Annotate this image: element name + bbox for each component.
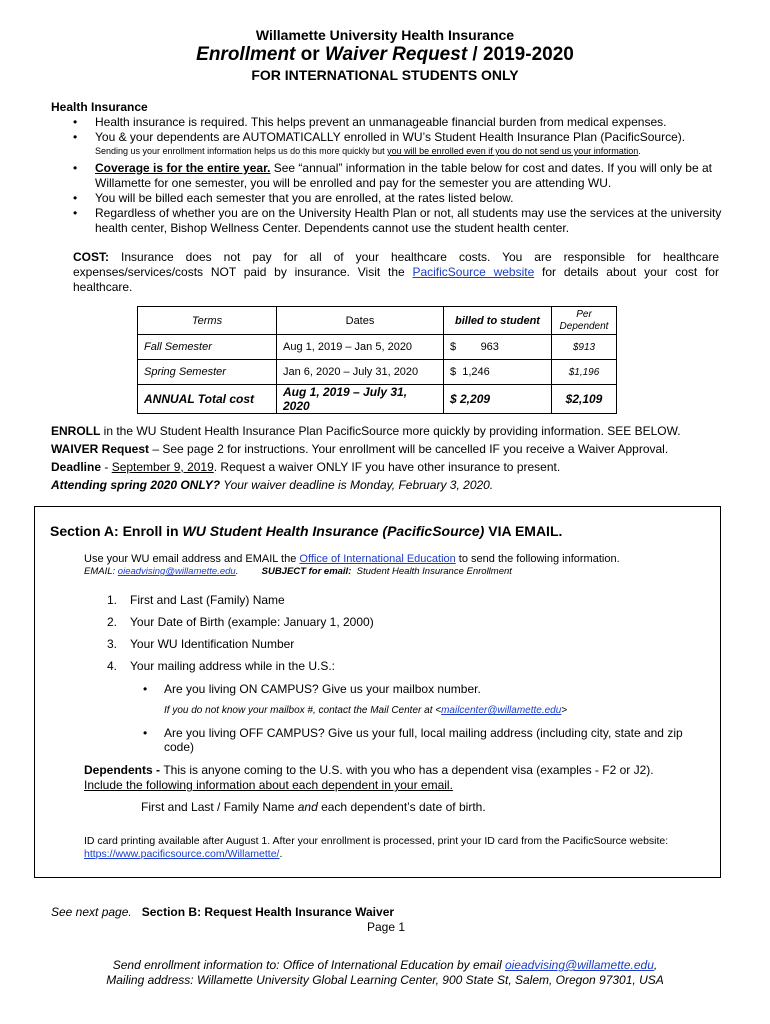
row-billed: $ 1,246: [444, 360, 552, 385]
page-number: Page 1: [367, 920, 406, 934]
step-number: 1.: [107, 593, 118, 607]
title-year: / 2019-2020: [467, 44, 574, 65]
mailcenter-post: >: [561, 705, 568, 716]
mailcenter-text: If you do not know your mailbox #, contact the Mail Center at <: [164, 705, 442, 716]
health-bullets: [51, 115, 731, 236]
health-bullet-text: You & your dependents are AUTOMATICALLY enrolled in WU’s Student Health Insurance Plan (PacificSource).: [95, 130, 686, 144]
health-bullet: [51, 130, 731, 157]
id-card-text: ID card printing available after August 1. After your enrollment is processed, print your ID card from the PacificSource website:: [84, 835, 669, 847]
health-bullet: [51, 161, 731, 191]
enroll-text: in the WU Student Health Insurance Plan PacificSource more quickly by providing information. SEE BELOW.: [100, 424, 681, 438]
deadline-date: September 9, 2019: [111, 460, 214, 474]
row-dates: Jan 6, 2020 – July 31, 2020: [277, 360, 444, 385]
header-dates: Dates: [277, 307, 444, 335]
row-term: Spring Semester: [138, 360, 277, 385]
step-text: Your Date of Birth (example: January 1, 2000): [130, 615, 374, 629]
title-waiver: Waiver Request: [324, 44, 468, 65]
step-number: 3.: [107, 637, 118, 651]
cost-paragraph: [73, 250, 719, 295]
section-a-title-plan: WU Student Health Insurance (PacificSource): [182, 523, 485, 539]
table-row: [138, 335, 617, 360]
step-item: [35, 635, 715, 657]
dependents-label: Dependents -: [84, 763, 164, 777]
email-label: EMAIL:: [84, 566, 118, 577]
email-dot: .: [235, 566, 239, 577]
dependents-block: [84, 763, 714, 793]
oie-link[interactable]: Office of International Education: [299, 553, 456, 565]
section-a-box: [34, 506, 721, 878]
email-subject-line: [84, 566, 512, 577]
mailcenter-email-link[interactable]: mailcenter@willamette.edu: [441, 705, 562, 716]
bullet-icon: •: [143, 682, 148, 696]
deadline-line: [51, 458, 741, 476]
cost-text: Insurance does not pay for all of your healthcare costs. You are responsible for healthcare expenses/services/costs NOT paid by insurance. Visit the: [73, 250, 719, 279]
health-bullet: • Regardless of whether you are on the University Health Plan or not, all students may use the services at the university health center, Bishop Wellness Center. Dependents cannot use the student health center.: [51, 206, 731, 236]
row-dates: Aug 1, 2019 – July 31, 2020: [277, 385, 444, 414]
id-card-note: [84, 835, 684, 861]
send-info-line: [0, 958, 770, 972]
header-billed: billed to student: [444, 307, 552, 335]
step-item: [35, 657, 715, 679]
title-enrollment: Enrollment: [196, 44, 296, 65]
cost-text-end: for details about your cost for healthcare.: [73, 265, 719, 294]
see-next-line: [51, 905, 394, 919]
row-dependent: $2,109: [552, 385, 617, 414]
pacificsource-link[interactable]: PacificSource website: [412, 265, 535, 279]
row-dependent: $1,196: [552, 360, 617, 385]
health-bullet: • Health insurance is required. This helps prevent an unmanageable financial burden from medical expenses.: [51, 115, 731, 130]
spring-label: Attending spring 2020 ONLY?: [51, 478, 221, 492]
title-or: or: [295, 44, 325, 65]
mailing-address: Mailing address: Willamette University Global Learning Center, 900 State St, Salem, Oregon 97301, USA: [106, 973, 664, 987]
deadline-sep: -: [101, 460, 112, 474]
use-email-line: [84, 553, 620, 565]
section-b-reference: Section B: Request Health Insurance Waiver: [141, 905, 395, 919]
note-end: .: [638, 146, 641, 156]
enrollment-note: [95, 145, 731, 157]
id-card-dot: .: [279, 848, 283, 860]
step-text: First and Last (Family) Name: [130, 593, 285, 607]
step-number: 2.: [107, 615, 118, 629]
waiver-label: WAIVER Request: [51, 442, 150, 456]
doc-subtitle: FOR INTERNATIONAL STUDENTS ONLY: [251, 67, 519, 83]
spring-line: [51, 476, 741, 494]
row-billed: $ 963: [444, 335, 552, 360]
mailcenter-line: [164, 705, 567, 716]
table-row: [138, 360, 617, 385]
note-underlined: you will be enrolled even if you do not send us your information: [387, 146, 639, 156]
send-info-text: Send enrollment information to: Office of International Education by email: [112, 958, 505, 972]
see-next-text: See next page.: [51, 905, 132, 919]
dependent-name-text: First and Last / Family Name: [141, 800, 298, 814]
use-email-post: to send the following information.: [455, 553, 620, 565]
bullet-icon: •: [143, 726, 148, 740]
section-a-title-pre: Section A: Enroll in: [50, 523, 183, 539]
dependents-text: This is anyone coming to the U.S. with you who has a dependent visa (examples - F2 or J2).: [163, 763, 654, 777]
dependent-name-post: each dependent’s date of birth.: [317, 800, 486, 814]
footer-email-link[interactable]: oieadvising@willamette.edu: [504, 958, 654, 972]
oieadvising-email-link[interactable]: oieadvising@willamette.edu: [117, 566, 236, 577]
header-per-dependent: Per Dependent: [552, 307, 617, 335]
row-dates: Aug 1, 2019 – Jan 5, 2020: [277, 335, 444, 360]
health-bullet: • You will be billed each semester that you are enrolled, at the rates listed below.: [51, 191, 731, 206]
table-header-row: [138, 307, 617, 335]
dependent-name-line: [141, 800, 486, 814]
enroll-label: ENROLL: [51, 424, 101, 438]
cost-label: COST:: [73, 250, 109, 264]
off-campus-text: Are you living OFF CAMPUS? Give us your full, local mailing address (including city, state and zip code): [164, 726, 683, 754]
enroll-steps: [35, 591, 715, 679]
dependent-name-and: and: [297, 800, 318, 814]
header-terms: Terms: [138, 307, 277, 335]
subject-value: Student Health Insurance Enrollment: [351, 566, 512, 577]
row-dependent: $913: [552, 335, 617, 360]
subject-label: SUBJECT for email:: [261, 566, 352, 577]
row-billed: $ 2,209: [444, 385, 552, 414]
step-text: Your WU Identification Number: [130, 637, 295, 651]
step-item: [35, 591, 715, 613]
cost-table: [137, 306, 617, 414]
health-heading: Health Insurance: [51, 100, 148, 114]
enroll-line: [51, 422, 741, 440]
step-number: 4.: [107, 659, 118, 673]
section-a-title: [50, 523, 562, 539]
table-row: [138, 385, 617, 414]
note-text: Sending us your enrollment information helps us do this more quickly but: [95, 146, 388, 156]
on-campus-text: Are you living ON CAMPUS? Give us your mailbox number.: [164, 682, 481, 696]
step-item: [35, 613, 715, 635]
enroll-info: [51, 422, 741, 494]
deadline-label: Deadline: [51, 460, 102, 474]
doc-title: [0, 44, 770, 66]
coverage-emphasis: Coverage is for the entire year.: [95, 161, 271, 175]
doc-org-title: Willamette University Health Insurance: [255, 27, 515, 43]
use-email-text: Use your WU email address and EMAIL the: [84, 553, 300, 565]
waiver-text: – See page 2 for instructions. Your enrollment will be cancelled IF you receive a Waiver Approval.: [149, 442, 669, 456]
row-term: Fall Semester: [138, 335, 277, 360]
row-term: ANNUAL Total cost: [138, 385, 277, 414]
step-text: Your mailing address while in the U.S.:: [130, 659, 335, 673]
dependents-instruction: Include the following information about each dependent in your email.: [84, 778, 453, 792]
deadline-text: . Request a waiver ONLY IF you have other insurance to present.: [213, 460, 561, 474]
coverage-text: See “annual” information in the table below for cost and dates. If you will only be at Willamette for one semester, you will be enrolled and pay for the semester you are attending WU.: [95, 161, 712, 190]
send-info-post: ,: [653, 958, 658, 972]
waiver-line: [51, 440, 741, 458]
spring-text: Your waiver deadline is Monday, February 3, 2020.: [220, 478, 494, 492]
section-a-title-post: VIA EMAIL.: [484, 523, 563, 539]
pacificsource-willamette-link[interactable]: https://www.pacificsource.com/Willamette/: [84, 848, 280, 860]
